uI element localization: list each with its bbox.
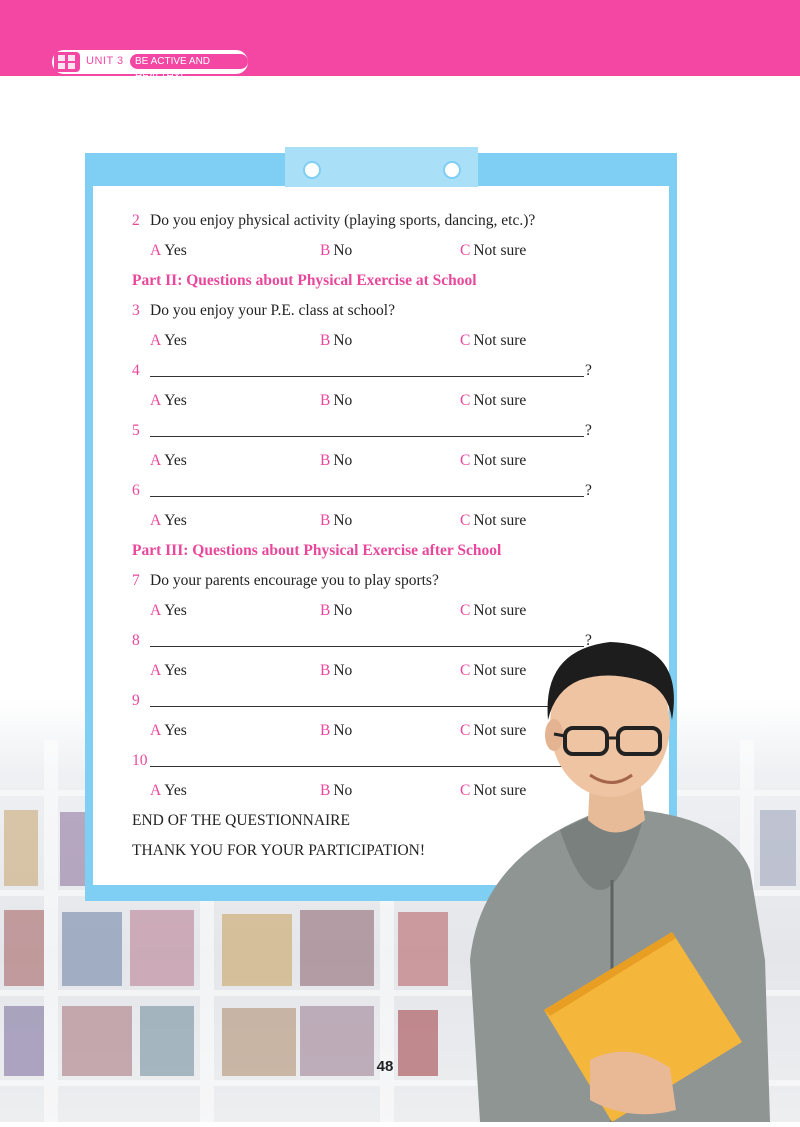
question-mark: ?	[585, 482, 592, 499]
question-text: Do you enjoy your P.E. class at school?	[150, 302, 395, 319]
option-c[interactable]: C Not sure	[460, 392, 527, 409]
option-b[interactable]: B No	[320, 512, 353, 529]
question-number: 5	[132, 422, 140, 439]
unit-logo-icon	[54, 52, 80, 72]
option-a[interactable]: A Yes	[150, 392, 187, 409]
option-a[interactable]: A Yes	[150, 242, 187, 259]
question-text: Do your parents encourage you to play sports?	[150, 572, 439, 589]
thank-you-text: THANK YOU FOR YOUR PARTICIPATION!	[132, 842, 426, 859]
option-a[interactable]: A Yes	[150, 602, 187, 619]
option-c[interactable]: C Not sure	[460, 452, 527, 469]
option-c[interactable]: C Not sure	[460, 512, 527, 529]
option-c[interactable]: C Not sure	[460, 662, 527, 679]
option-a[interactable]: A Yes	[150, 662, 187, 679]
question-number: 9	[132, 692, 140, 709]
question-number: 6	[132, 482, 140, 499]
unit-label: UNIT 3	[86, 55, 124, 67]
option-b[interactable]: B No	[320, 602, 353, 619]
question-number: 2	[132, 212, 140, 229]
question-number: 8	[132, 632, 140, 649]
option-b[interactable]: B No	[320, 242, 353, 259]
option-c[interactable]: C Not sure	[460, 782, 527, 799]
question-mark: ?	[585, 362, 592, 379]
option-a[interactable]: A Yes	[150, 332, 187, 349]
option-a[interactable]: A Yes	[150, 512, 187, 529]
option-c[interactable]: C Not sure	[460, 332, 527, 349]
question-number: 7	[132, 572, 140, 589]
option-b[interactable]: B No	[320, 392, 353, 409]
question-mark: ?	[585, 422, 592, 439]
page-number: 48	[376, 1058, 394, 1075]
student-photo	[440, 630, 780, 1127]
option-c[interactable]: C Not sure	[460, 722, 527, 739]
answer-blank-line[interactable]	[150, 436, 584, 437]
answer-blank-line[interactable]	[150, 496, 584, 497]
section-heading: Part II: Questions about Physical Exercise at School	[132, 272, 477, 289]
unit-badge	[52, 50, 248, 82]
end-of-questionnaire-text: END OF THE QUESTIONNAIRE	[132, 812, 350, 829]
question-mark: ?	[585, 632, 592, 649]
binder-ring-icon	[303, 161, 321, 179]
option-b[interactable]: B No	[320, 662, 353, 679]
option-a[interactable]: A Yes	[150, 452, 187, 469]
option-c[interactable]: C Not sure	[460, 242, 527, 259]
section-heading: Part III: Questions about Physical Exercise after School	[132, 542, 502, 559]
option-b[interactable]: B No	[320, 782, 353, 799]
question-number: 4	[132, 362, 140, 379]
question-number: 3	[132, 302, 140, 319]
option-a[interactable]: A Yes	[150, 722, 187, 739]
binder-ring-icon	[443, 161, 461, 179]
question-number: 10	[132, 752, 148, 769]
option-b[interactable]: B No	[320, 452, 353, 469]
option-b[interactable]: B No	[320, 722, 353, 739]
unit-title: BE ACTIVE AND HEALTHY!	[130, 54, 248, 69]
option-c[interactable]: C Not sure	[460, 602, 527, 619]
answer-blank-line[interactable]	[150, 376, 584, 377]
option-b[interactable]: B No	[320, 332, 353, 349]
option-a[interactable]: A Yes	[150, 782, 187, 799]
question-text: Do you enjoy physical activity (playing sports, dancing, etc.)?	[150, 212, 536, 229]
